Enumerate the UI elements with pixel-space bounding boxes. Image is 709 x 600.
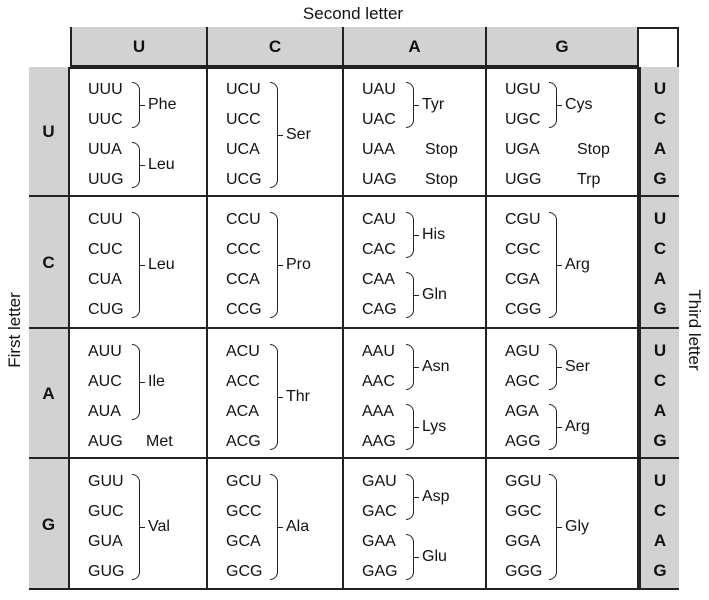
codon: AAU (362, 343, 395, 360)
codon: UGC (505, 111, 541, 128)
codon: UGG (505, 171, 542, 188)
third-letter-A: A (653, 401, 667, 420)
amino-acid-label: Met (146, 433, 173, 450)
codon: AAA (362, 403, 395, 420)
first-letter-axis-label-wrap (3, 70, 27, 590)
codon-group-brace (132, 82, 140, 128)
codon: AAG (362, 433, 396, 450)
second-letter-header-A: A (344, 27, 487, 67)
codon: GAU (362, 473, 397, 490)
amino-acid-label: Stop (577, 141, 610, 158)
codon-group-brace (132, 474, 140, 580)
codon-group-brace (406, 344, 414, 390)
codon: CGG (505, 301, 542, 318)
amino-acid-label: Ser (565, 358, 590, 375)
third-letter-G: G (653, 169, 667, 188)
codon: ACU (226, 343, 260, 360)
codon: AGC (505, 373, 540, 390)
codon: CUC (88, 241, 123, 258)
codon: UCU (226, 81, 261, 98)
amino-acid-label: Stop (425, 141, 458, 158)
third-letter-C: C (653, 109, 667, 128)
codon-group-brace (406, 212, 414, 258)
codon-group-brace (406, 82, 414, 128)
codon: GAC (362, 503, 397, 520)
codon: CGA (505, 271, 540, 288)
amino-acid-label: Lys (422, 418, 447, 435)
codon: ACC (226, 373, 260, 390)
codon: CUG (88, 301, 124, 318)
amino-acid-label: His (422, 226, 446, 243)
codon: GAG (362, 563, 398, 580)
codon: GGC (505, 503, 542, 520)
codon-group-brace (270, 344, 278, 450)
amino-acid-label: Leu (148, 156, 175, 173)
codon: AUU (88, 343, 122, 360)
amino-acid-label: Arg (565, 418, 590, 435)
codon: AAC (362, 373, 395, 390)
amino-acid-label: Asp (422, 488, 450, 505)
third-letter-U: U (653, 79, 667, 98)
codon: UUG (88, 171, 124, 188)
third-letter-C: C (653, 501, 667, 520)
codon-group-brace (549, 404, 557, 450)
codon: UCG (226, 171, 262, 188)
codon-group-brace (270, 212, 278, 318)
codon: UCA (226, 141, 260, 158)
amino-acid-label: Trp (577, 171, 601, 188)
codon: AGU (505, 343, 540, 360)
codon: GCG (226, 563, 263, 580)
codon-group-brace (549, 212, 557, 318)
codon: UCC (226, 111, 261, 128)
codon: GCU (226, 473, 262, 490)
third-letter-A: A (653, 269, 667, 288)
codon: UAU (362, 81, 396, 98)
codon: CUU (88, 211, 123, 228)
codon: CUA (88, 271, 122, 288)
third-letter-C: C (653, 239, 667, 258)
codon: AGA (505, 403, 539, 420)
codon: GGA (505, 533, 541, 550)
codon: GUA (88, 533, 123, 550)
codon-group-brace (270, 474, 278, 580)
amino-acid-label: Leu (148, 256, 175, 273)
first-letter-header-C: C (29, 197, 70, 329)
first-letter-header-G: G (29, 459, 70, 590)
codon: UUC (88, 111, 123, 128)
amino-acid-label: Stop (425, 171, 458, 188)
codon-group-brace (406, 534, 414, 580)
first-letter-header-U: U (29, 67, 70, 197)
codon: GUG (88, 563, 125, 580)
third-letter-column (639, 459, 679, 590)
third-letter-column (639, 67, 679, 197)
third-letter-U: U (653, 341, 667, 360)
codon: AUG (88, 433, 123, 450)
codon: CAC (362, 241, 396, 258)
amino-acid-label: Asn (422, 358, 450, 375)
third-letter-G: G (653, 299, 667, 318)
codon: CCG (226, 301, 262, 318)
codon-group-brace (549, 344, 557, 390)
third-letter-axis-label-wrap (682, 70, 706, 590)
codon: CCU (226, 211, 261, 228)
third-letter-U: U (653, 209, 667, 228)
codon: UGA (505, 141, 540, 158)
codon: GGG (505, 563, 543, 580)
second-letter-axis-label: Second letter (302, 4, 404, 23)
codon-group-brace (549, 82, 557, 128)
codon: GGU (505, 473, 542, 490)
third-letter-axis-label: Third letter (685, 289, 704, 371)
codon: CAU (362, 211, 396, 228)
codon: ACG (226, 433, 261, 450)
amino-acid-label: Phe (148, 96, 177, 113)
amino-acid-label: Val (148, 518, 170, 535)
codon-group-brace (132, 212, 140, 318)
second-letter-header-C: C (208, 27, 344, 67)
codon-group-brace (132, 344, 140, 420)
amino-acid-label: Cys (565, 96, 593, 113)
first-letter-header-A: A (29, 329, 70, 459)
codon-group-brace (406, 474, 414, 520)
amino-acid-label: Tyr (422, 96, 445, 113)
codon: GCA (226, 533, 261, 550)
third-letter-U: U (653, 471, 667, 490)
codon: ACA (226, 403, 259, 420)
amino-acid-label: Ser (286, 126, 311, 143)
codon: UAC (362, 111, 396, 128)
third-letter-column (639, 197, 679, 329)
third-letter-column (639, 329, 679, 459)
first-letter-axis-label: First letter (5, 292, 24, 368)
codon: CCC (226, 241, 261, 258)
amino-acid-label: Gly (565, 518, 589, 535)
codon: AGG (505, 433, 541, 450)
codon: GCC (226, 503, 262, 520)
codon: UUA (88, 141, 122, 158)
second-letter-header-U: U (70, 27, 208, 67)
second-letter-header-G: G (487, 27, 639, 67)
amino-acid-label: Ala (286, 518, 310, 535)
codon-group-brace (406, 272, 414, 318)
codon-group-brace (549, 474, 557, 580)
third-letter-G: G (653, 561, 667, 580)
amino-acid-label: Arg (565, 256, 590, 273)
third-letter-G: G (653, 431, 667, 450)
third-letter-A: A (653, 531, 667, 550)
third-letter-A: A (653, 139, 667, 158)
codon: GAA (362, 533, 396, 550)
codon-group-brace (132, 142, 140, 188)
amino-acid-label: Pro (286, 256, 311, 273)
codon: CGU (505, 211, 541, 228)
codon: UUU (88, 81, 123, 98)
codon: UAA (362, 141, 395, 158)
codon: CAA (362, 271, 395, 288)
codon-group-brace (406, 404, 414, 450)
codon: GUU (88, 473, 124, 490)
codon: UAG (362, 171, 397, 188)
amino-acid-label: Gln (422, 286, 447, 303)
codon: AUA (88, 403, 121, 420)
amino-acid-label: Ile (148, 373, 165, 390)
third-letter-C: C (653, 371, 667, 390)
codon: CAG (362, 301, 397, 318)
codon-group-brace (270, 82, 278, 188)
codon: GUC (88, 503, 124, 520)
amino-acid-label: Glu (422, 548, 447, 565)
codon: CGC (505, 241, 541, 258)
codon: UGU (505, 81, 541, 98)
codon: AUC (88, 373, 122, 390)
codon: CCA (226, 271, 260, 288)
amino-acid-label: Thr (286, 388, 310, 405)
